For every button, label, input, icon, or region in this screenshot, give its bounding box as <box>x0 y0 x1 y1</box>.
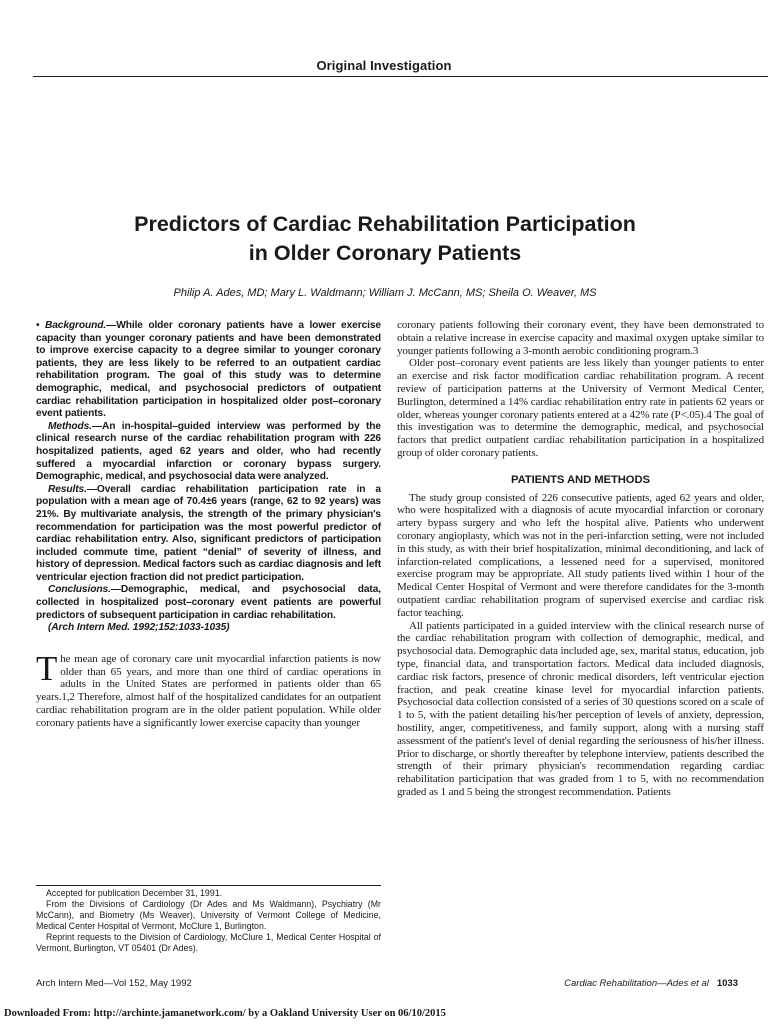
introduction <box>36 648 381 730</box>
right-column <box>397 319 764 799</box>
methods-head: Methods.— <box>48 420 102 432</box>
intro-text: he mean age of coronary care unit myocardial infarction patients is now older than 65 years, and more than one third of cardiac operations in adults in the United States are performed in patients older than 65 years.1,2 Therefore, almost half of the hospitalized candidates for an outpatient cardiac rehabilitation program are in the older patient population. While older coronary patients have a significantly lower exercise capacity than younger <box>36 652 381 729</box>
header-rule <box>33 76 768 77</box>
background-text: While older coronary patients have a lower exercise capacity than younger coronary patients and have been demonstrated to improve exercise capacity to a degree similar to younger coronary patients, they are less likely to be referred to an outpatient cardiac rehabilitation program. The goal of this study was to determine demographic, medical, and psychosocial predictors of outpatient cardiac rehabilitation participation in hospitalized older post–coronary event patients. <box>36 320 381 420</box>
section-heading: PATIENTS AND METHODS <box>510 473 650 486</box>
paragraph-2: Older post–coronary event patients are less likely than younger patients to enter an exercise and risk factor modification cardiac rehabilitation program. A recent review of participation patterns at the University of Vermont Medical Center, Burlington, determined a 14% cardiac rehabilitation entry rate in patients 62 years or older, whereas younger coronary patients entered at a 42% rate (P<.05).4 The goal of this investigation was to determine the demographic, medical, and psychosocial factors that predict outpatient cardiac rehabilitation participation in a hospitalized group of older coronary patients. <box>397 357 764 459</box>
results-text: Overall cardiac rehabilitation participation rate in a population with a mean age of 70.4±6 years (range, 62 to 92 years) was 21%. By multivariate analysis, the strength of the primary physician's recommendation for participation was the most powerful predictor of cardiac rehabilitation entry. Also, significant predictors of participation included commute time, patient “denial” of severity of illness, and history of depression. Medical factors such as cardiac diagnosis and left ventricular ejection fraction did not predict participation. <box>36 483 381 583</box>
bullet-icon: • <box>36 320 40 331</box>
methods-text: An in-hospital–guided interview was performed by the clinical research nurse of the cardiac rehabilitation program with 226 hospitalized patients, aged 62 years and older, who had recently suffered a myocardial infarction or coronary bypass surgery. Demographic, medical, and psychosocial data were analyzed. <box>36 420 381 483</box>
footnote-accepted: Accepted for publication December 31, 1991. <box>46 888 223 898</box>
footer-journal-info: Arch Intern Med—Vol 152, May 1992 <box>36 978 192 989</box>
download-watermark: Downloaded From: http://archinte.jamanetwork.com/ by a Oakland University User on 06/10/2015 <box>4 1008 446 1019</box>
abstract-results <box>36 484 381 585</box>
footnotes <box>36 885 381 954</box>
conclusions-head: Conclusions.— <box>48 584 121 596</box>
background-head: Background.— <box>44 320 117 331</box>
abstract-background <box>36 320 381 421</box>
footnote-affiliations: From the Divisions of Cardiology (Dr Ades and Ms Waldmann), Psychiatry (Mr McCann), and Biometry (Ms Weaver), University of Vermont College of Medicine, Medical Center Hospital of Vermont, McClure 1, Burlington. <box>36 899 381 931</box>
running-head: Cardiac Rehabilitation—Ades et al <box>564 978 709 989</box>
paragraph-3: The study group consisted of 226 consecutive patients, aged 62 years and older, who were hospitalized with a diagnosis of acute myocardial infarction or coronary artery bypass surgery and who left the hospital alive. Patients who underwent coronary angioplasty, which was not in the peri-infarction setting, were not included in this study, as with their brief hospitalization, minimal deconditioning, and lack of infarction-related complications, a lessened need for a supervised, monitored exercise program may be appropriate. All study patients lived within 1 hour of the Medical Center Hospital of Vermont and were therefore candidates for the 3-month outpatient cardiac rehabilitation program of supervised exercise and cardiac risk factor teaching. <box>397 491 764 619</box>
footnote-reprints: Reprint requests to the Division of Cardiology, McClure 1, Medical Center Hospital of Vermont, Burlington, VT 05401 (Dr Ades). <box>36 932 381 953</box>
abstract <box>36 320 381 635</box>
left-column <box>36 320 381 730</box>
citation: (Arch Intern Med. 1992;152:1033-1035) <box>48 622 230 634</box>
title-line-1: Predictors of Cardiac Rehabilitation Participation <box>134 212 636 236</box>
title-line-2: in Older Coronary Patients <box>248 241 522 265</box>
intro-paragraph <box>36 648 381 730</box>
section-label: Original Investigation <box>316 58 452 73</box>
article-title <box>40 210 730 268</box>
abstract-conclusions <box>36 584 381 622</box>
footer-running-head <box>564 978 738 989</box>
abstract-methods <box>36 421 381 484</box>
abstract-citation <box>36 622 381 635</box>
drop-cap: T <box>36 648 58 688</box>
paragraph-1: coronary patients following their coronary event, they have been demonstrated to obtain a relative increase in exercise capacity and maximal oxygen uptake similar to younger patients following a 3-month aerobic conditioning program.3 <box>397 319 764 357</box>
conclusions-text: Demographic, medical, and psychosocial data, collected in hospitalized post–coronary event patients are powerful predictors of subsequent participation in cardiac rehabilitation. <box>36 584 381 621</box>
results-head: Results.— <box>48 483 97 495</box>
author-list: Philip A. Ades, MD; Mary L. Waldmann; William J. McCann, MS; Sheila O. Weaver, MS <box>173 287 597 299</box>
page-number: 1033 <box>716 978 738 989</box>
paragraph-4: All patients participated in a guided interview with the clinical research nurse of the cardiac rehabilitation program with collection of demographic, medical, and psychosocial data. Demographic data included age, sex, marital status, education, job type, financial data, and transportation factors. Medical data included diagnosis, cardiac risk factors, presence of chronic medical disorders, left ventricular ejection fraction, and peak creatine kinase level for myocardial infarction patients. Psychosocial data collection consisted of a series of 30 questions scored on a scale of 1 to 5, with the patient detailing his/her perception of levels of anxiety, depression, hostility, anger, competitiveness, and family support, along with a nursing staff assessment of the patient's level of denial regarding the seriousness of his/her illness. Prior to discharge, or shortly thereafter by telephone interview, patients described the strength of their primary physician's recommendation regarding cardiac rehabilitation participation that was graded from 1 to 5, with no recommendation graded as 1 and 5 being the strongest recommendation. Patients <box>397 619 764 798</box>
